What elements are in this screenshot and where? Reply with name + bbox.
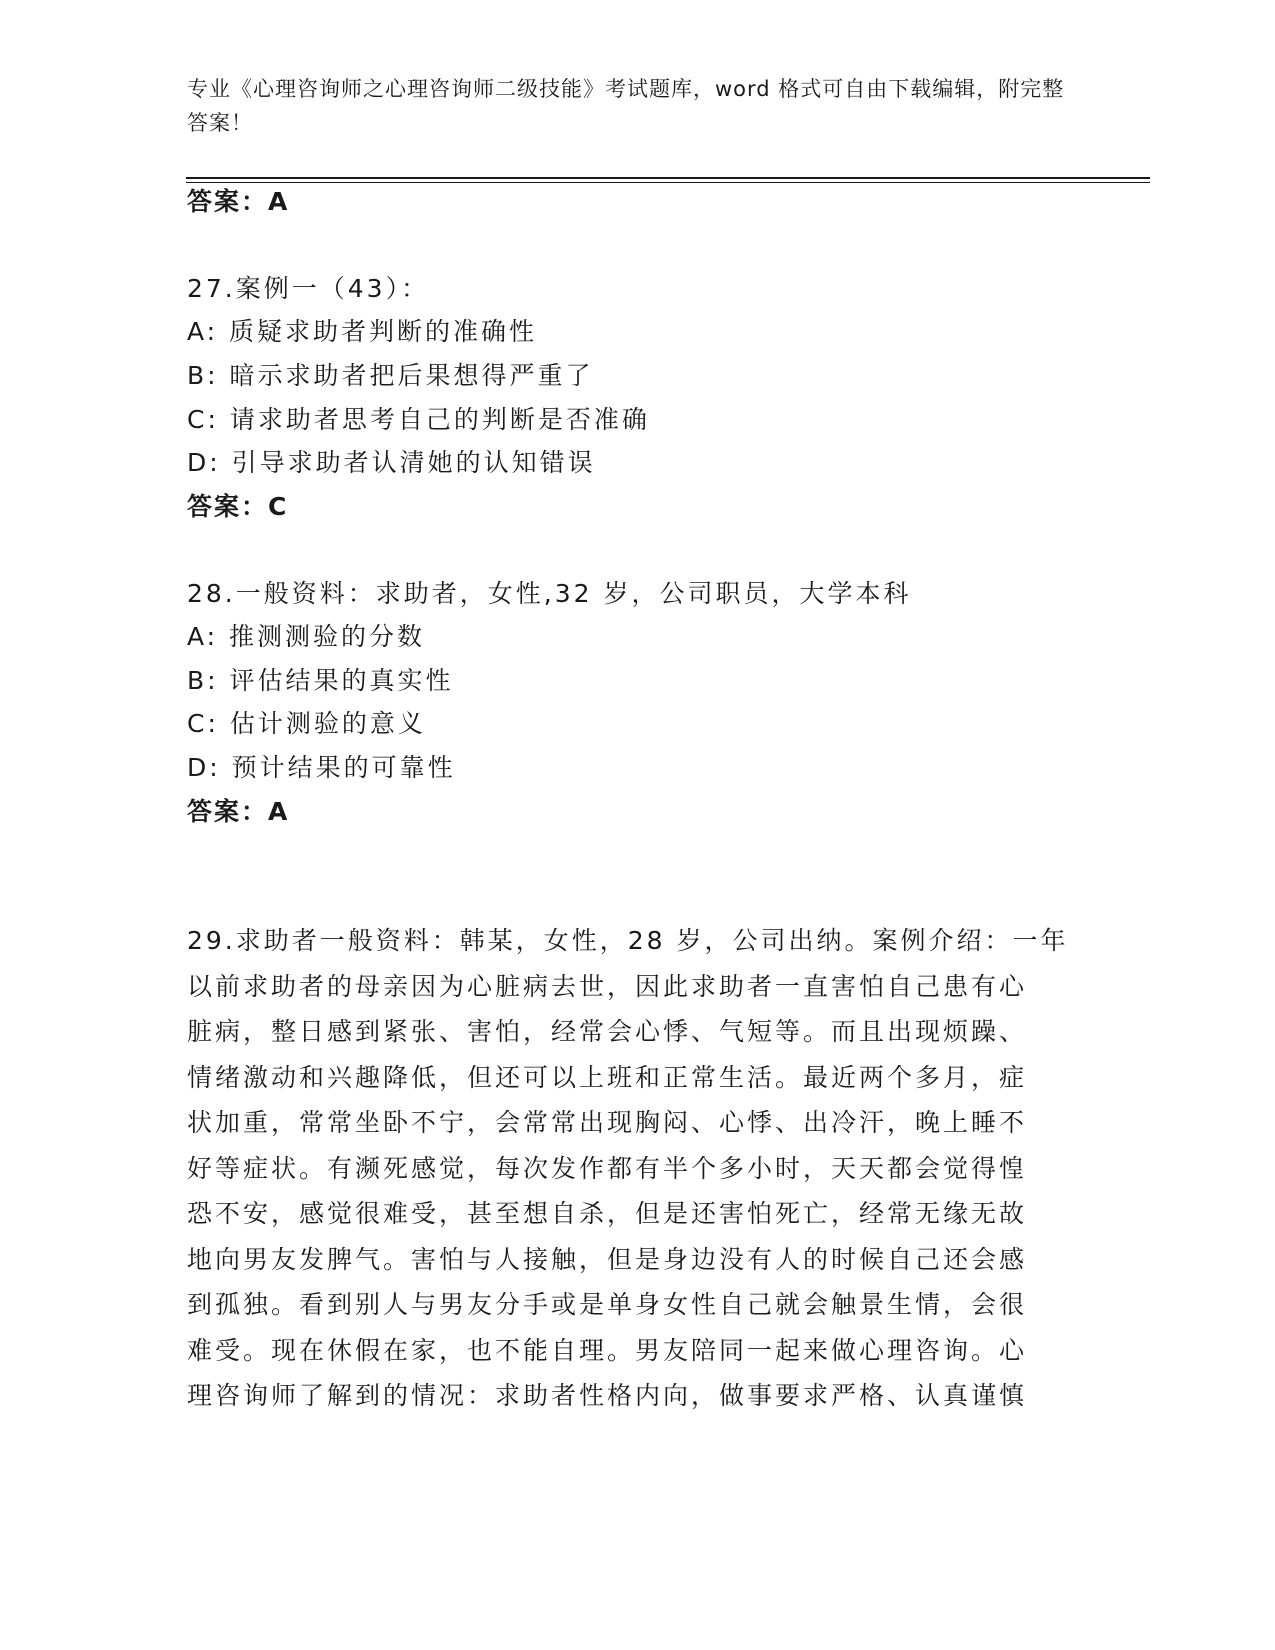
q29-line: 29.求助者一般资料：韩某，女性，28 岁，公司出纳。案例介绍：一年 [187, 926, 1069, 955]
q29-line: 恐不安，感觉很难受，甚至想自杀，但是还害怕死亡，经常无缘无故 [187, 1199, 1028, 1228]
q29-line: 好等症状。有濒死感觉，每次发作都有半个多小时，天天都会觉得惶 [187, 1153, 1028, 1183]
answer-26: 答案：A [187, 187, 290, 216]
q28-option-a: A: 推测测验的分数 [187, 622, 426, 651]
header-rule-thick [186, 177, 1150, 179]
q27-option-c: C: 请求助者思考自己的判断是否准确 [187, 405, 650, 434]
document-header: 专业《心理咨询师之心理咨询师二级技能》考试题库，word 格式可自由下载编辑，附完整答案！ [187, 77, 1065, 135]
question-28: 28.一般资料：求助者，女性,32 岁，公司职员，大学本科 [187, 579, 912, 608]
q29-line: 到孤独。看到别人与男友分手或是单身女性自己就会触景生情，会很 [187, 1290, 1028, 1319]
q29-line: 地向男友发脾气。害怕与人接触，但是身边没有人的时候自己还会感 [187, 1244, 1028, 1274]
question-27: 27.案例一（43）： [187, 274, 430, 303]
q29-line: 难受。现在休假在家，也不能自理。男友陪同一起来做心理咨询。心 [187, 1335, 1028, 1365]
q29-line: 脏病，整日感到紧张、害怕，经常会心悸、气短等。而且出现烦躁、 [187, 1017, 1028, 1046]
question-29-case-text [187, 918, 1087, 1419]
answer-28: 答案：A [187, 797, 290, 826]
q27-option-a: A: 质疑求助者判断的准确性 [187, 317, 538, 346]
q27-option-b: B: 暗示求助者把后果想得严重了 [187, 361, 594, 390]
q29-line: 情绪激动和兴趣降低，但还可以上班和正常生活。最近两个多月，症 [187, 1062, 1028, 1092]
q28-option-d: D: 预计结果的可靠性 [187, 753, 456, 782]
q29-line: 理咨询师了解到的情况：求助者性格内向，做事要求严格、认真谨慎 [187, 1381, 1028, 1410]
q29-line: 状加重，常常坐卧不宁，会常常出现胸闷、心悸、出冷汗，晚上睡不 [187, 1108, 1028, 1137]
q28-option-c: C: 估计测验的意义 [187, 709, 426, 738]
answer-27: 答案：C [187, 492, 289, 521]
header-rule-thin [186, 182, 1150, 183]
q28-option-b: B: 评估结果的真实性 [187, 666, 454, 695]
q29-line: 以前求助者的母亲因为心脏病去世，因此求助者一直害怕自己患有心 [187, 971, 1028, 1001]
q27-option-d: D: 引导求助者认清她的认知错误 [187, 448, 596, 477]
